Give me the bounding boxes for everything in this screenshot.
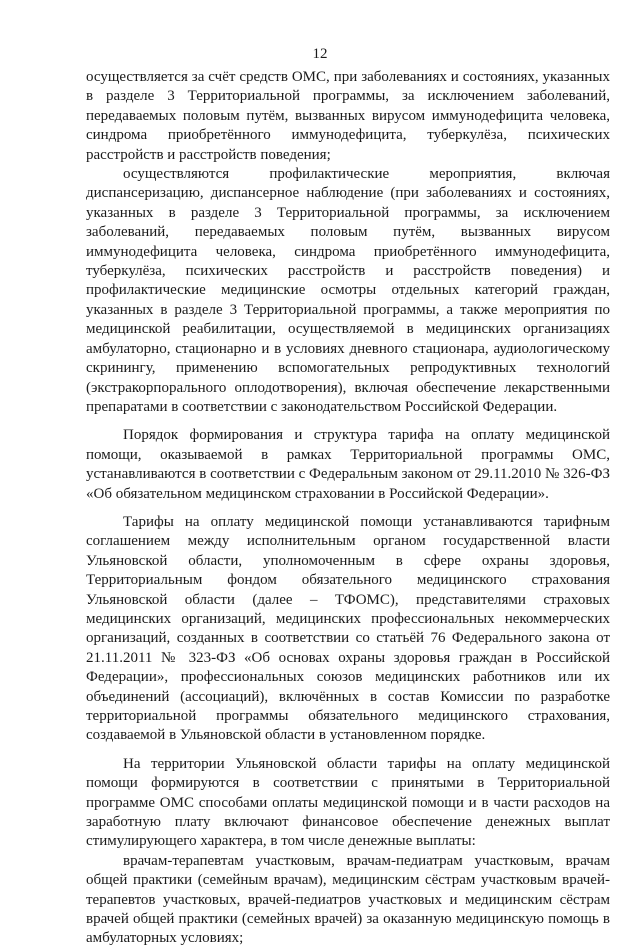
paragraph-tariff-formation: На территории Ульяновской области тарифы на оплату медицинской помощи формируются в соответствии с принятыми в Территориальной программе ОМС способами оплаты медицинской помощи и в части расходов на заработную плату включают финансовое обеспечение денежных выплат стимулирующего характера, в том числе денежные выплаты: — [86, 755, 610, 850]
paragraph-preventive-measures: осуществляются профилактические мероприятия, включая диспансеризацию, диспансерное наблюдение (при заболеваниях и состояниях, указанных в разделе 3 Территориальной программы, за исключением заболеваний, передаваемых половым путём, вызванных вирусом иммунодефицита человека, синдрома приобретённого иммунодефицита, туберкулёза, психических расстройств и расстройств поведения) и профилактические медицинские осмотры отдельных категорий граждан, указанных в разделе 3 Территориальной программы, а также мероприятия по медицинской реабилитации, осуществляемой в медицинских организациях амбулаторно, стационарно и в условиях дневного стационара, аудиологическому скринингу, применению вспомогательных репродуктивных технологий (экстракорпорального оплодотворения), включая обеспечение лекарственными препаратами в соответствии с законодательством Российской Федерации. — [86, 166, 610, 415]
paragraph-tariff-procedure: Порядок формирования и структура тарифа на оплату медицинской помощи, оказываемой в рамках Территориальной программы ОМС, устанавливаются в соответствии с Федеральным законом от 29.11.2010 № 326-ФЗ «Об обязательном медицинском страховании в Российской Федерации». — [86, 427, 610, 502]
paragraph-tariff-agreement: Тарифы на оплату медицинской помощи устанавливаются тарифным соглашением между исполнительным органом государственной власти Ульяновской области, уполномоченным в сфере охраны здоровья, Территориальным фондом обязательного медицинского страхования Ульяновской области (далее – ТФОМС), представителями страховых медицинских организаций, медицинских профессиональных некоммерческих организаций, созданных в соответствии со статьёй 76 Федерального закона от 21.11.2011 № 323-ФЗ «Об основах охраны здоровья граждан в Российской Федерации», профессиональных союзов медицинских работников или их объединений (ассоциаций), включённых в состав Комиссии по разработке территориальной программы обязательного медицинского страхования, создаваемой в Ульяновской области в установленном порядке. — [86, 513, 610, 744]
page-number: 12 — [312, 46, 328, 62]
paragraph-oms-funding-continuation: осуществляется за счёт средств ОМС, при заболеваниях и состояниях, указанных в разделе 3 Территориальной программы, за исключением заболеваний, передаваемых половым путём, вызванных вирусом иммунодефицита человека, синдрома приобретённого иммунодефицита, туберкулёза, психических расстройств и расстройств поведения; — [86, 69, 610, 163]
body-text — [86, 68, 610, 949]
paragraph-incentive-payments: врачам-терапевтам участковым, врачам-педиатрам участковым, врачам общей практики (семейным врачам), медицинским сёстрам участковым врачей-терапевтов участковых, врачей-педиатров участковых и медицинским сёстрам врачей общей практики (семейных врачей) за оказанную медицинскую помощь в амбулаторных условиях; — [86, 852, 610, 947]
